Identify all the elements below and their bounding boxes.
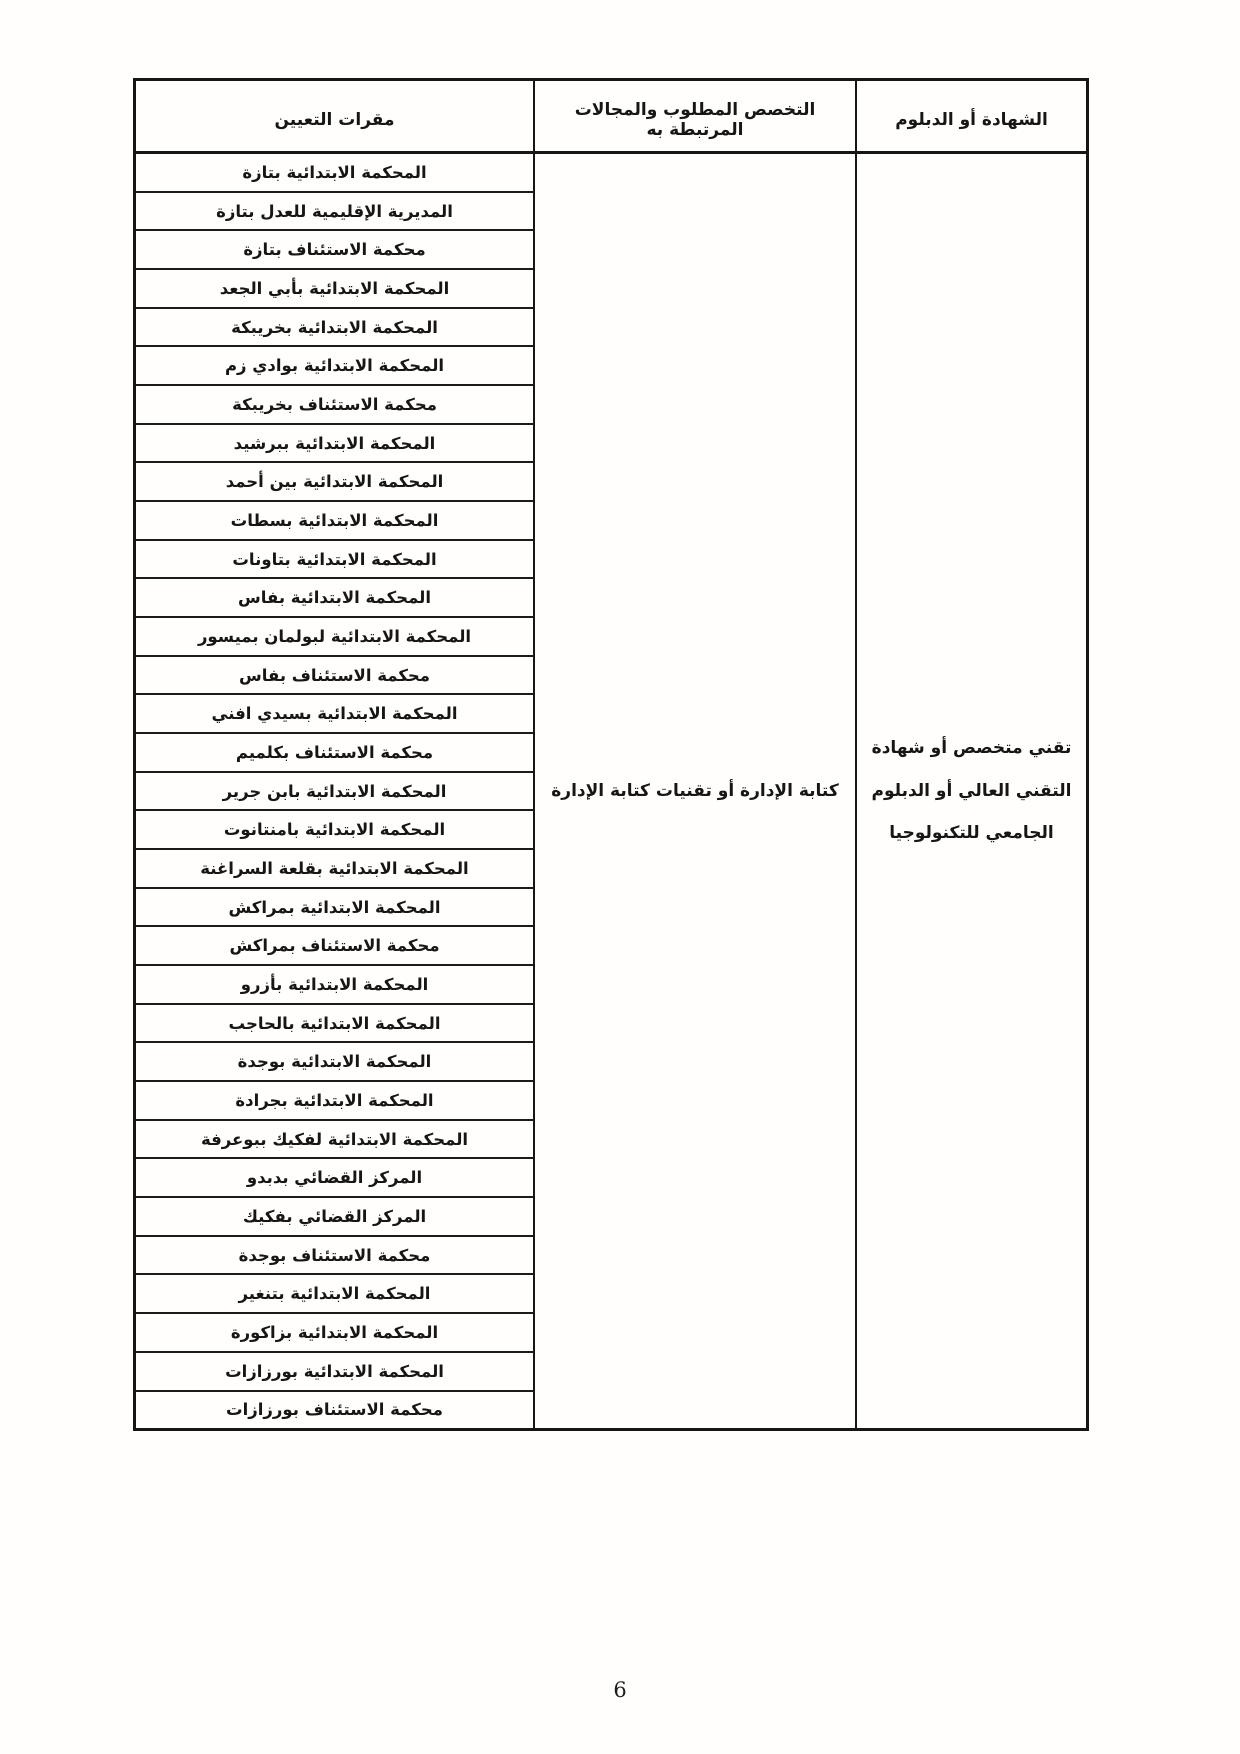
table-row: المحكمة الابتدائية بقلعة السراغنة [136, 848, 533, 887]
certificate-merged-cell [855, 154, 1086, 1428]
table-row: المحكمة الابتدائية بأزرو [136, 964, 533, 1003]
table-row: المحكمة الابتدائية بجرادة [136, 1080, 533, 1119]
table-row: محكمة الاستئناف بورزازات [136, 1390, 533, 1429]
table-row: المركز القضائي بدبدو [136, 1157, 533, 1196]
table-row: محكمة الاستئناف بمراكش [136, 925, 533, 964]
table-row: المحكمة الابتدائية لفكيك ببوعرفة [136, 1119, 533, 1158]
table-row: المحكمة الابتدائية بزاكورة [136, 1312, 533, 1351]
certificate-text: تقني متخصص أو شهادة التقني العالي أو الدبلوم الجامعي للتكنولوجيا [871, 738, 1072, 844]
table-row: محكمة الاستئناف بخريبكة [136, 384, 533, 423]
table-row: محكمة الاستئناف بتازة [136, 229, 533, 268]
table-row: المديرية الإقليمية للعدل بتازة [136, 191, 533, 230]
specialization-merged-cell [533, 154, 855, 1428]
table-row: المحكمة الابتدائية بسيدي افني [136, 693, 533, 732]
table-row: المحكمة الابتدائية بسطات [136, 500, 533, 539]
table-row: المحكمة الابتدائية بخريبكة [136, 307, 533, 346]
table-row: المحكمة الابتدائية بين أحمد [136, 461, 533, 500]
table-row: محكمة الاستئناف بفاس [136, 655, 533, 694]
table-row: المحكمة الابتدائية بتاونات [136, 539, 533, 578]
table-row: المحكمة الابتدائية بوجدة [136, 1041, 533, 1080]
specialization-text: كتابة الإدارة أو تقنيات كتابة الإدارة [551, 780, 839, 801]
table-row: محكمة الاستئناف بكلميم [136, 732, 533, 771]
table-row: المحكمة الابتدائية بمراكش [136, 887, 533, 926]
table-row: المحكمة الابتدائية بامنتانوت [136, 809, 533, 848]
header-specialization-column: التخصص المطلوب والمجالات المرتبطة به [533, 81, 855, 151]
locations-column [136, 154, 533, 1428]
table-row: المحكمة الابتدائية بالحاجب [136, 1003, 533, 1042]
table-row: المحكمة الابتدائية بتازة [242, 162, 427, 182]
locations-list [136, 154, 533, 1428]
header-locations-column: مقرات التعيين [274, 110, 395, 130]
recruitment-table [133, 78, 1089, 1431]
table-row: المحكمة الابتدائية بأبي الجعد [136, 268, 533, 307]
page-number: 6 [613, 1678, 627, 1702]
header-certificate-column: الشهادة أو الدبلوم [855, 81, 1086, 151]
table-row: المركز القضائي بفكيك [136, 1196, 533, 1235]
table-row: المحكمة الابتدائية بابن جرير [136, 771, 533, 810]
table-row: المحكمة الابتدائية بتنغير [136, 1273, 533, 1312]
table-row: المحكمة الابتدائية لبولمان بميسور [136, 616, 533, 655]
table-header-row [136, 81, 1086, 154]
table-body [136, 154, 1086, 1428]
table-row: محكمة الاستئناف بوجدة [136, 1235, 533, 1274]
table-row: المحكمة الابتدائية بوادي زم [136, 345, 533, 384]
table-row: المحكمة الابتدائية ببرشيد [136, 423, 533, 462]
table-row: المحكمة الابتدائية بفاس [136, 577, 533, 616]
table-row: المحكمة الابتدائية بورزازات [136, 1351, 533, 1390]
